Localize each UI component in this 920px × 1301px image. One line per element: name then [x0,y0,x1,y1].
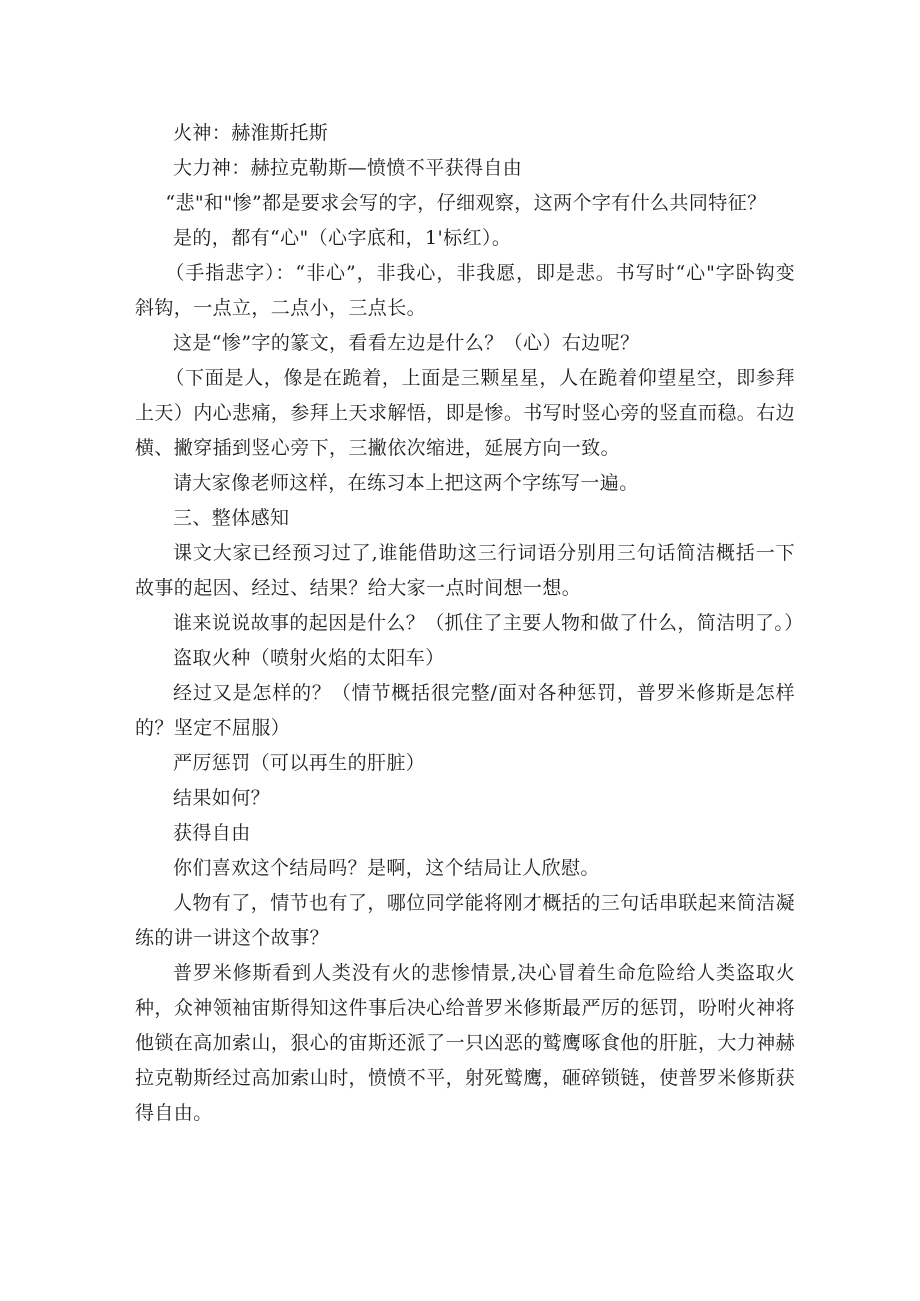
paragraph: 大力神：赫拉克勒斯—愤愤不平获得自由 [173,157,523,179]
paragraph: 经过又是怎样的？（情节概括很完整/面对各种惩罚，普罗米修斯是怎样的？坚定不屈服） [135,682,795,739]
document-body [135,116,804,1131]
paragraph: 请大家像老师这样，在练习本上把这两个字练写一遍。 [173,472,639,494]
paragraph: （下面是人，像是在跪着，上面是三颗星星，人在跪着仰望星空，即参拜上天）内心悲痛，参拜上天求解悟，即是惨。书写时竖心旁的竖直而稳。右边横、撇穿插到竖心旁下，三撇依次缩进，延展方向一致。 [135,367,795,459]
section-heading: 三、整体感知 [173,507,290,529]
paragraph: 严厉惩罚（可以再生的肝脏） [173,752,426,774]
paragraph: 结果如何？ [173,787,271,809]
paragraph: 这是“惨”字的篆文，看看左边是什么？（心）右边呢？ [173,332,640,354]
paragraph: 火神：赫淮斯托斯 [173,122,329,144]
paragraph: 是的，都有“心"（心字底和，1'标红）。 [173,227,512,249]
paragraph: 你们喜欢这个结局吗？是啊，这个结局让人欣慰。 [173,857,600,879]
paragraph: 普罗米修斯看到人类没有火的悲惨情景,决心冒着生命危险给人类盗取火种，众神领袖宙斯得知这件事后决心给普罗米修斯最严厉的惩罚，吩咐火神将他锁在高加索山，狠心的宙斯还派了一只凶恶的鹫鹰啄食他的肝脏，大力神赫拉克勒斯经过高加索山时，愤愤不平，射死鹫鹰，砸碎锁链，使普罗米修斯获得自由。 [135,962,795,1124]
paragraph: 课文大家已经预习过了,谁能借助这三行词语分别用三句话简洁概括一下故事的起因、经过、结果？给大家一点时间想一想。 [135,542,795,599]
paragraph: 谁来说说故事的起因是什么？（抓住了主要人物和做了什么，简洁明了。） [173,612,804,634]
paragraph: “悲"和"惨”都是要求会写的字，仔细观察，这两个字有什么共同特征？ [165,192,767,214]
paragraph: （手指悲字）：“非心”，非我心，非我愿，即是悲。书写时“心"字卧钩变斜钩，一点立，二点小，三点长。 [135,262,795,319]
paragraph: 盗取火种（喷射火焰的太阳车） [173,647,445,669]
paragraph: 获得自由 [173,822,251,844]
paragraph: 人物有了，情节也有了，哪位同学能将刚才概括的三句话串联起来简洁凝练的讲一讲这个故事？ [135,892,795,949]
